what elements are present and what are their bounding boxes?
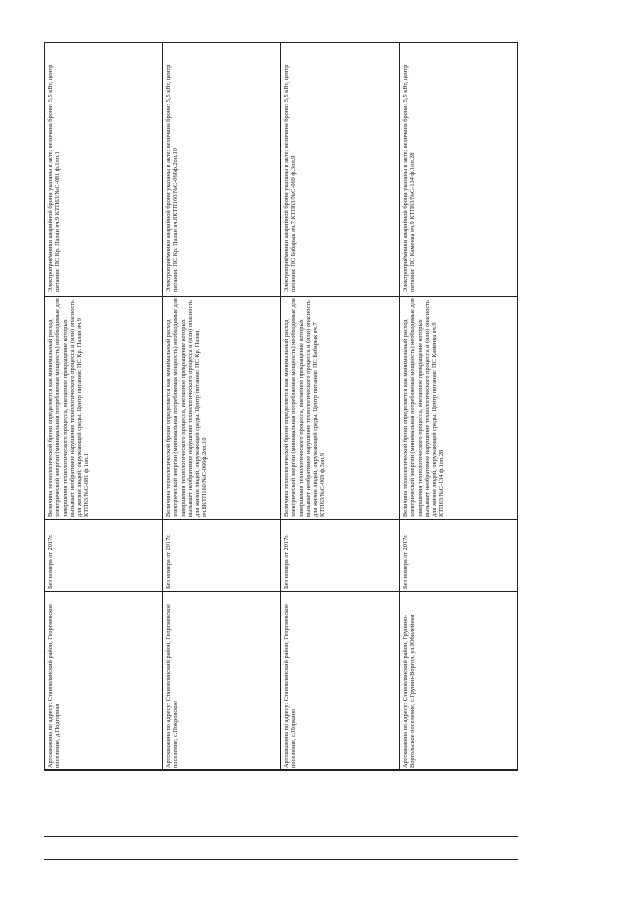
technological-reserve-text: Величина технологической брони определяется как минимальный расход электрической энергии (минимальная потребляемая мощность) необходимые для завершения технологического процесса, внезапное прекращение которых вызывает необратимое нарушение технологического процесса и (или) опасность для жизни людей, окружающей среды. Центр питания: ПС Кр. Палан яч.8КТП160/№С-066ф.2оп.10 — [165, 298, 209, 517]
technological-reserve-cell — [162, 296, 280, 519]
act-number-text: Без номера от 2017г. — [283, 534, 290, 589]
technological-reserve-text: Величина технологической брони определяется как минимальный расход электрической энергии (минимальная потребляемая мощность) необходимые для завершения технологического процесса, внезапное прекращение которых вызывает необратимое нарушение технологического процесса и (или) опасность для жизни людей, окружающей среды. Центр питания: ПС Кр. Палан яч.9 КТП63/№С-081 ф.1оп.1 — [47, 298, 91, 517]
page-rule — [44, 770, 518, 771]
table-row — [280, 42, 399, 770]
table-row — [399, 42, 518, 770]
technological-reserve-cell — [44, 296, 162, 519]
address-text: Артскважина по адресу: Становлянский район, Георгиевское поселение, д.Подгорная — [47, 604, 62, 768]
address-cell — [162, 591, 280, 770]
emergency-reserve-text: Электроприёмники аварийной брони указаны в акте; величина брони: 5,5 кВт, центр питания: ПС Кр. Палан яч.9 КТП63/№С-081 ф.1оп.1 — [47, 64, 62, 292]
emergency-reserve-cell — [162, 42, 280, 296]
address-text: Артскважина по адресу: Становлянский район, Георгиевское поселение, с.Покровское — [165, 604, 180, 768]
table-row — [162, 42, 280, 770]
address-cell — [280, 591, 399, 770]
page-rule — [44, 859, 518, 860]
emergency-reserve-cell — [399, 42, 518, 296]
emergency-reserve-text: Электроприёмники аварийной брони указаны в акте; величина брони: 5,5 кВт, центр питания: ПС Бабарык яч.7 КТП63/№С-069 ф.3оп.9 — [283, 64, 298, 292]
address-text: Артскважина по адресу: Становлянский район, Грунино-Воргольское поселение, с.Грунин-Воргол, ул.Юбилейная — [402, 614, 417, 768]
emergency-reserve-text: Электроприёмники аварийной брони указаны в акте; величина брони: 5,5 кВт, центр питания: ПС Кр. Палан яч.8КТП160/№С-066ф.2оп.10 — [165, 64, 180, 292]
address-text: Артскважина по адресу: Становлянский район, Георгиевское поселение, с.Поркино — [283, 604, 298, 768]
act-number-cell — [280, 519, 399, 591]
act-number-cell — [399, 519, 518, 591]
technological-reserve-text: Величина технологической брони определяется как минимальный расход электрической энергии (минимальная потребляемая мощность) необходимые для завершения технологического процесса, внезапное прекращение которых вызывает необратимое нарушение технологического процесса и (или) опасность для жизни людей, окружающей среды. Центр питания: ПС Каменка яч.9 КТП63/№С-134 ф.1оп.28 — [402, 298, 446, 517]
emergency-reserve-cell — [44, 42, 162, 296]
act-number-text: Без номера от 2017г. — [47, 534, 54, 589]
address-cell — [44, 591, 162, 770]
act-number-text: Без номера от 2017г. — [165, 534, 172, 589]
act-number-cell — [162, 519, 280, 591]
act-number-text: Без номера от 2017г. — [402, 534, 409, 589]
page-rule — [44, 836, 518, 837]
technological-reserve-cell — [399, 296, 518, 519]
emergency-reserve-text: Электроприёмники аварийной брони указаны в акте; величина брони: 5,5 кВт, центр питания: ПС Каменка яч.9 КТП63/№С-134 ф.1оп.28 — [402, 64, 417, 292]
act-number-cell — [44, 519, 162, 591]
address-cell — [399, 591, 518, 770]
technological-reserve-cell — [280, 296, 399, 519]
emergency-reserve-cell — [280, 42, 399, 296]
technological-reserve-text: Величина технологической брони определяется как минимальный расход электрической энергии (минимальная потребляемая мощность) необходимые для завершения технологического процесса, внезапное прекращение которых вызывает необратимое нарушение технологического процесса и (или) опасность для жизни людей, окружающей среды. Центр питания: ПС Бабарык яч.7 КТП63/№С-069 ф.3оп.9 — [283, 298, 327, 517]
table-row — [44, 42, 162, 770]
